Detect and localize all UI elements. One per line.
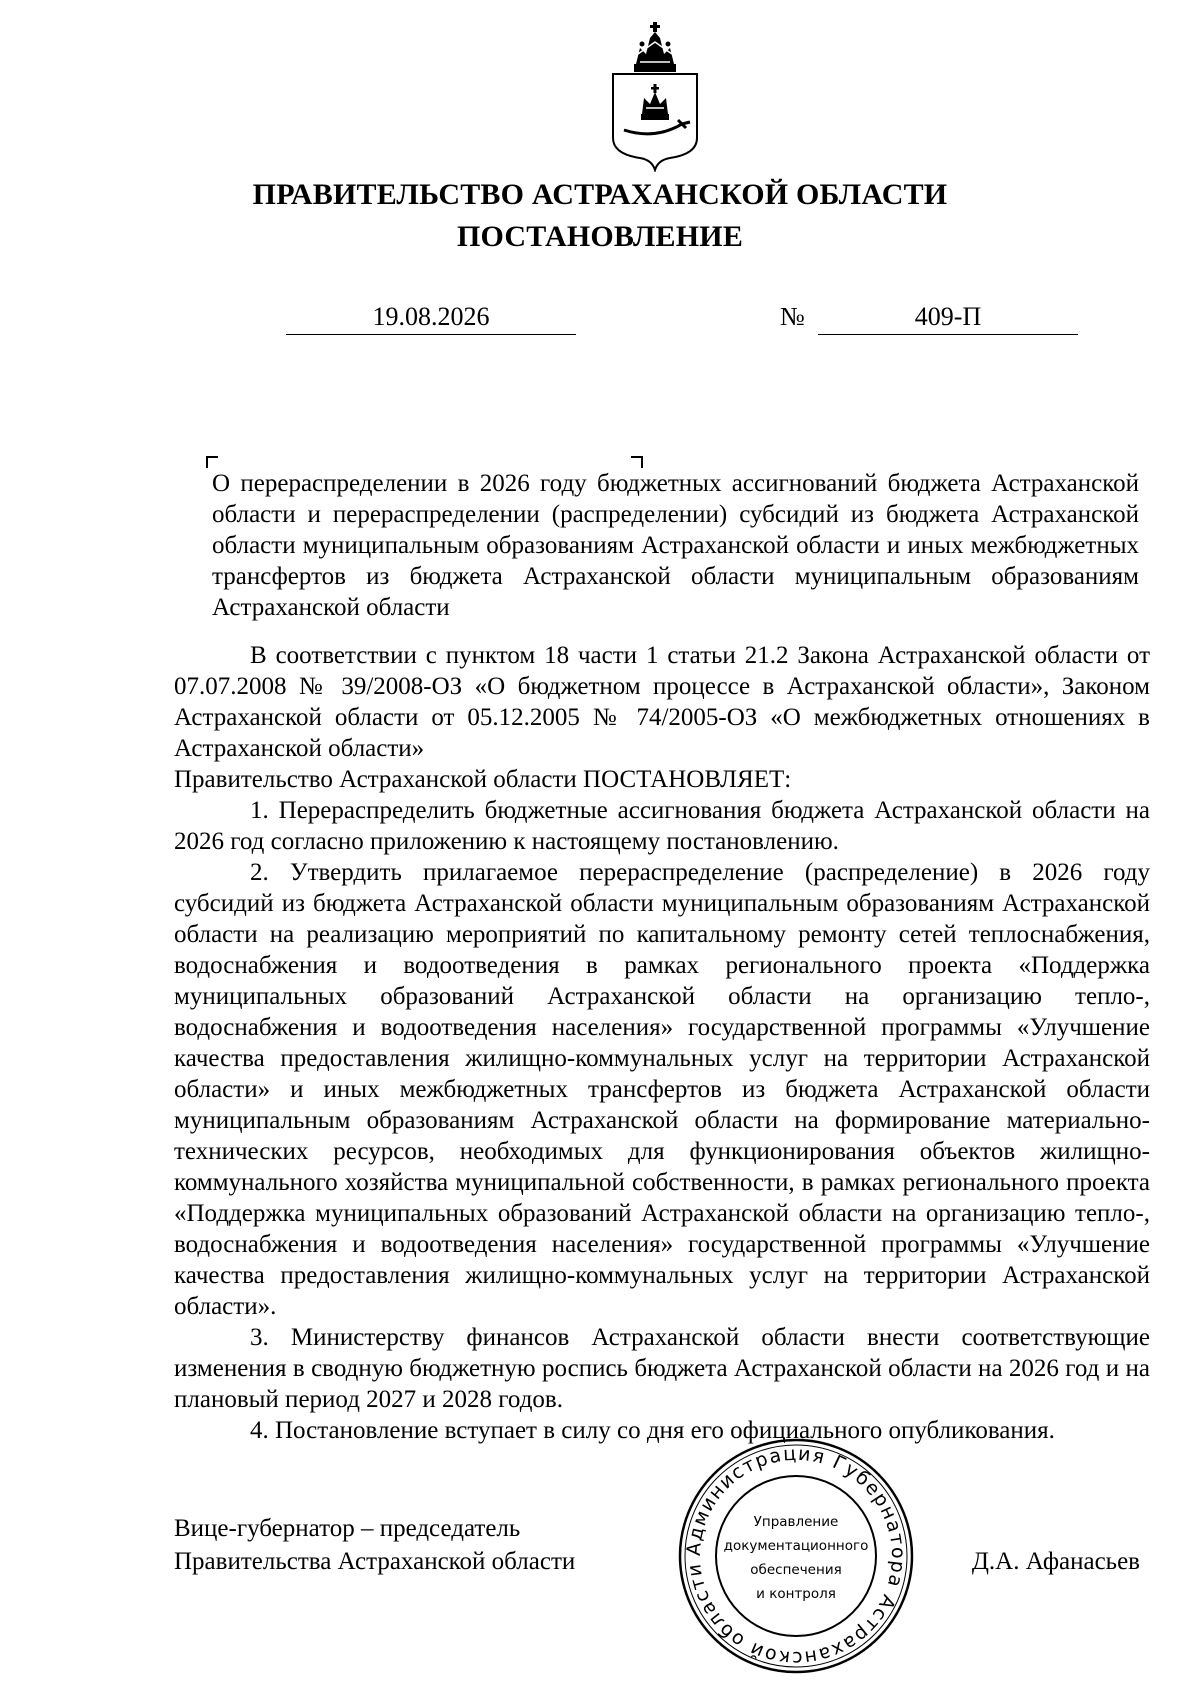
document-number: 409-П	[818, 300, 1078, 335]
subject-corner-mark-left	[206, 456, 218, 468]
signatory-position-line-1: Вице-губернатор – председатель	[174, 1515, 521, 1542]
item-1-paragraph: 1. Перераспределить бюджетные ассигнования бюджета Астраханской области на 2026 год согласно приложению к настоящему постановлению.	[174, 797, 1150, 855]
item-2-paragraph: 2. Утвердить прилагаемое перераспределение (распределение) в 2026 году субсидий из бюджета Астраханской области муниципальным образованиям Астраханской области на реализацию мероприятий по капитальному ремонту сетей теплоснабжения, водоснабжения и водоотведения в рамках регионального проекта «Поддержка муниципальных образований Астраханской области на организацию тепло-, водоснабжения и водоотведения населения» государственной программы «Улучшение качества предоставления жилищно-коммунальных услуг на территории Астраханской области» и иных межбюджетных трансфертов из бюджета Астраханской области муниципальным образованиям Астраханской области на формирование материально-технических ресурсов, необходимых для функционирования объектов жилищно-коммунального хозяйства муниципальной собственности, в рамках регионального проекта «Поддержка муниципальных образований Астраханской области на организацию тепло-, водоснабжения и водоотведения населения» государственной программы «Улучшение качества предоставления жилищно-коммунальных услуг на территории Астраханской области».	[174, 859, 1150, 1320]
subject-corner-mark-right	[631, 456, 643, 468]
organization-title: ПРАВИТЕЛЬСТВО АСТРАХАНСКОЙ ОБЛАСТИ	[252, 178, 948, 211]
stamp-inner-line-4: и контроля	[756, 1586, 836, 1602]
stamp-outer-text: Администрация Губернатора Астраханской области	[682, 1442, 910, 1670]
item-3-paragraph: 3. Министерству финансов Астраханской области внести соответствующие изменения в сводную бюджетную роспись бюджета Астраханской области на 2026 год и на плановый период 2027 и 2028 годов.	[174, 1324, 1150, 1413]
document-type-title: ПОСТАНОВЛЕНИЕ	[456, 220, 744, 253]
number-sign: №	[780, 302, 805, 331]
signatory-position	[174, 1512, 575, 1578]
coat-of-arms-emblem	[610, 18, 700, 172]
resolves-line: Правительство Астраханской области ПОСТАНОВЛЯЕТ:	[174, 766, 792, 793]
signatory-name: Д.А. Афанасьев	[971, 1548, 1140, 1575]
document-date: 19.08.2026	[286, 300, 576, 335]
stamp-inner-line-1: Управление	[753, 1514, 839, 1530]
document-body	[174, 640, 1150, 1446]
document-subject: О перераспределении в 2026 году бюджетных ассигнований бюджета Астраханской области и перераспределении (распределении) субсидий из бюджета Астраханской области муниципальным образованиям Астраханской области и иных межбюджетных трансфертов из бюджета Астраханской области муниципальным образованиям Астраханской области	[212, 470, 1139, 621]
stamp-inner-line-2: документационного	[723, 1538, 869, 1554]
stamp-inner-line-3: обеспечения	[750, 1562, 842, 1578]
item-4-paragraph: 4. Постановление вступает в силу со дня его официального опубликования.	[250, 1417, 1055, 1444]
signatory-position-line-2: Правительства Астраханской области	[174, 1548, 576, 1575]
preamble-paragraph: В соответствии с пунктом 18 части 1 статьи 21.2 Закона Астраханской области от 07.07.2008 № 39/2008-ОЗ «О бюджетном процессе в Астраханской области», Законом Астраханской области от 05.12.2005 № 74/2005-ОЗ «О межбюджетных отношениях в Астраханской области»	[174, 642, 1150, 762]
official-seal-stamp	[676, 1436, 916, 1676]
